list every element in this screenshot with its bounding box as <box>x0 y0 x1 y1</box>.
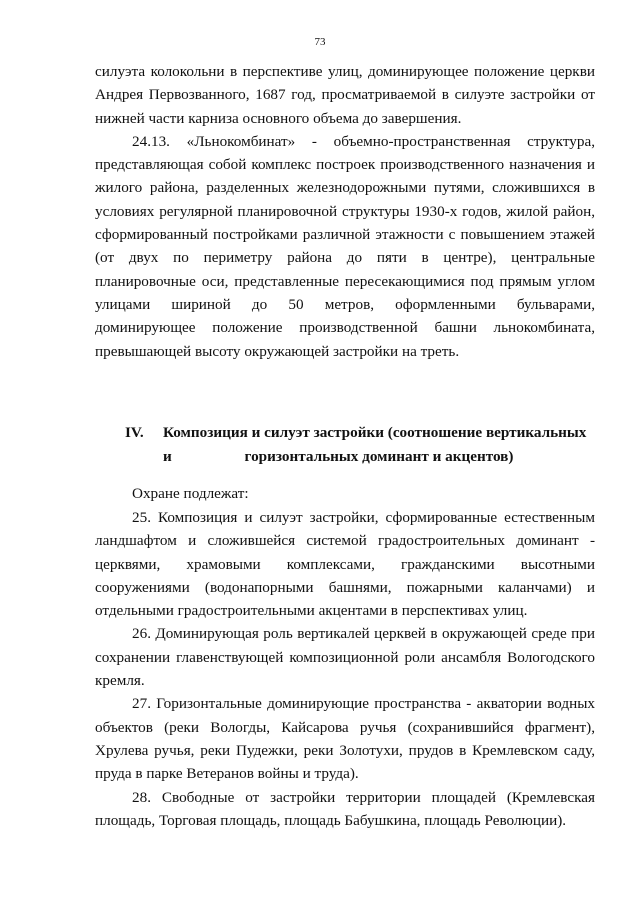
section-title-line1: Композиция и силуэт застройки (соотношение вертикальных и <box>163 424 587 465</box>
top-text-block <box>95 60 595 363</box>
paragraph-24-13: 24.13. «Льнокомбинат» - объемно-пространственная структура, представляющая собой комплекс построек производственного назначения и жилого района, разделенных железнодорожными путями, сложившихся в условиях регулярной планировочной структуры 1930-х годов, жилой район, сформированный постройками различной этажности с повышением этажей (от двух по периметру района до пяти в центре), центральные планировочные оси, представленные пересекающимися под прямым углом улицами шириной до 50 метров, оформленными бульварами, доминирующее положение производственной башни льнокомбината, превышающей высоту окружающей застройки на треть. <box>95 132 595 360</box>
paragraph-26: 26. Доминирующая роль вертикалей церквей в окружающей среде при сохранении главенствующей композиционной роли ансамбля Вологодского кремля. <box>95 625 595 690</box>
subheading: Охране подлежат: <box>132 485 249 502</box>
paragraph-28: 28. Свободные от застройки территории площадей (Кремлевская площадь, Торговая площадь, площадь Бабушкина, площадь Революции). <box>95 788 595 829</box>
section-title-line2: горизонтальных доминант и акцентов) <box>244 447 514 465</box>
paragraph-25: 25. Композиция и силуэт застройки, сформированные естественным ландшафтом и сложившейся системой градостроительных доминант - церквями, храмовыми комплексами, гражданскими высотными сооружениями (водонапорными башнями, пожарными каланчами) и отдельными градостроительными акцентами в перспективах улиц. <box>95 509 595 620</box>
paragraph-27: 27. Горизонтальные доминирующие пространства - акватории водных объектов (реки Вологды, Кайсарова ручья (сохранившийся фрагмент), Хрулева ручья, реки Пудежки, реки Золотухи, прудов в Кремлевском саду, пруда в парке Ветеранов войны и труда). <box>95 695 595 783</box>
paragraph-continuation: силуэта колокольни в перспективе улиц, доминирующее положение церкви Андрея Первозванного, 1687 год, просматриваемой в силуэте застройки от нижней части карниза основного объема до завершения. <box>95 63 595 127</box>
section-number: IV. <box>125 424 144 441</box>
page-number: 73 <box>314 36 326 48</box>
bottom-text-block <box>95 506 595 832</box>
